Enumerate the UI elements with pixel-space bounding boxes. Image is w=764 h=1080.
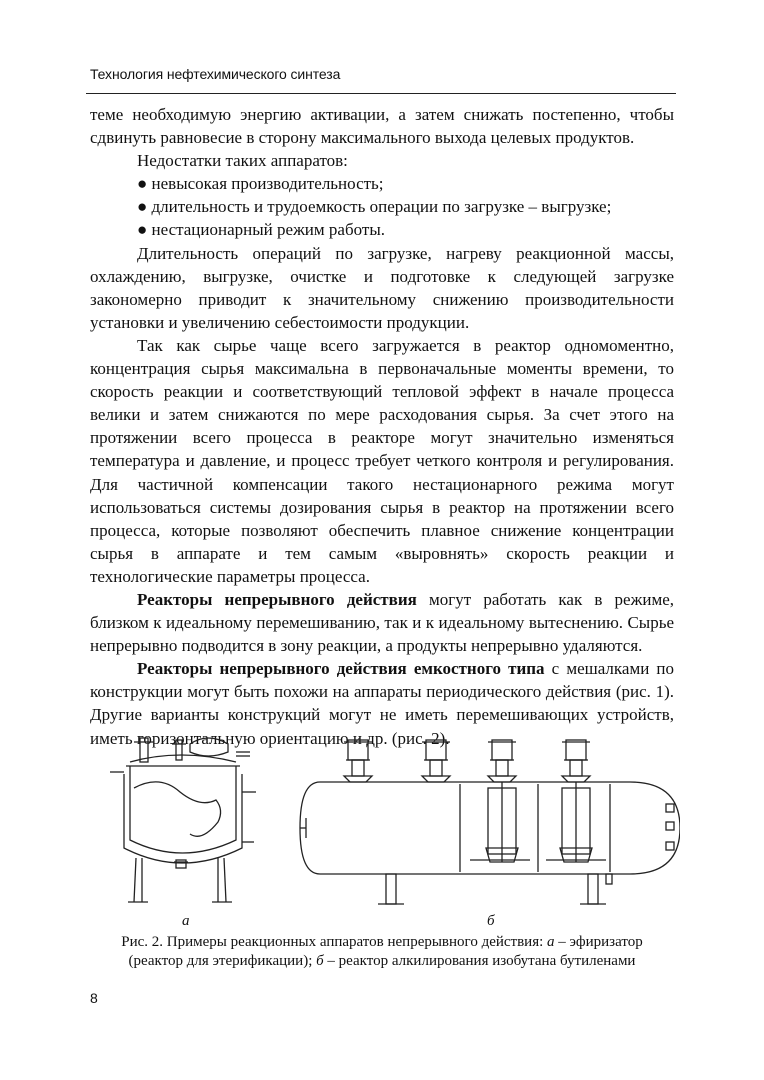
caption-text: – реактор алкилирования изобутана бутиленами bbox=[323, 953, 636, 969]
paragraph-5-text: могут работать как в режиме, близком к идеальному перемешиванию, так и к идеальному вытеснению. Сырье непрерывно подводится в зону реакции, а продукты непрерывно удаляются. bbox=[90, 589, 674, 656]
paragraph-3: Длительность операций по загрузке, нагреву реакционной массы, охлаждению, выгрузке, очистке и подготовке к следующей загрузке закономерно приводит к значительному снижению производительности установки и увеличению себестоимости продукции. bbox=[90, 243, 674, 332]
bullet-item: ● нестационарный режим работы. bbox=[137, 220, 385, 240]
paragraph-4: Так как сырье чаще всего загружается в реактор одномоментно, концентрация сырья максимальна в первоначальные моменты времени, то скорость реакции и соответствующий тепловой эффект в начале процесса велики и затем снижаются по мере расходования сырья. За счет этого на протяжении всего процесса в реакторе могут значительно изменяться температура и давление, и процесс требует четкого контроля и регулирования. Для частичной компенсации такого нестационарного режима могут использоваться системы дозирования сырья в реактор на протяжении всего процесса, которые позволяют обеспечить плавное снижение концентрации сырья в аппарате и тем самым «выровнять» скорость реакции и технологические параметры процесса. bbox=[90, 335, 674, 586]
running-header: Технология нефтехимического синтеза bbox=[90, 66, 341, 82]
caption-text: Рис. 2. Примеры реакционных аппаратов непрерывного действия: bbox=[121, 934, 548, 950]
figure-caption bbox=[90, 933, 674, 971]
figure-reactors bbox=[90, 722, 680, 932]
paragraph-2: Недостатки таких аппаратов: bbox=[137, 151, 348, 171]
term-continuous-reactors: Реакторы непрерывного действия bbox=[137, 589, 417, 609]
body-text bbox=[90, 103, 674, 750]
esterifier-drawing bbox=[110, 738, 256, 902]
page-number: 8 bbox=[90, 990, 98, 1006]
caption-text: (реактор для этерификации); bbox=[128, 953, 317, 969]
header-rule bbox=[86, 93, 676, 94]
caption-text: – эфиризатор bbox=[554, 934, 643, 950]
alkylation-reactor-drawing bbox=[300, 740, 680, 904]
figure-label-a: а bbox=[182, 913, 190, 929]
bullet-item: ● невысокая производительность; bbox=[137, 174, 384, 194]
bullet-item: ● длительность и трудоемкость операции по загрузке – выгрузке; bbox=[137, 197, 612, 217]
term-tank-reactors: Реакторы непрерывного действия емкостного типа bbox=[137, 659, 545, 679]
caption-b: б bbox=[316, 953, 324, 969]
paragraph-6-text: с мешалками по конструкции могут быть похожи на аппараты периодического действия (рис. 1). Другие варианты конструкций могут не иметь перемешивающих устройств, иметь горизонтальную ориентацию и др. (рис. 2). bbox=[90, 659, 675, 748]
paragraph-5 bbox=[90, 588, 674, 657]
paragraph-1: теме необходимую энергию активации, а затем снижать постепенно, чтобы сдвинуть равновесие в сторону максимального выхода целевых продуктов. bbox=[90, 105, 674, 148]
caption-a: а bbox=[547, 934, 555, 950]
figure-label-b: б bbox=[487, 913, 495, 929]
